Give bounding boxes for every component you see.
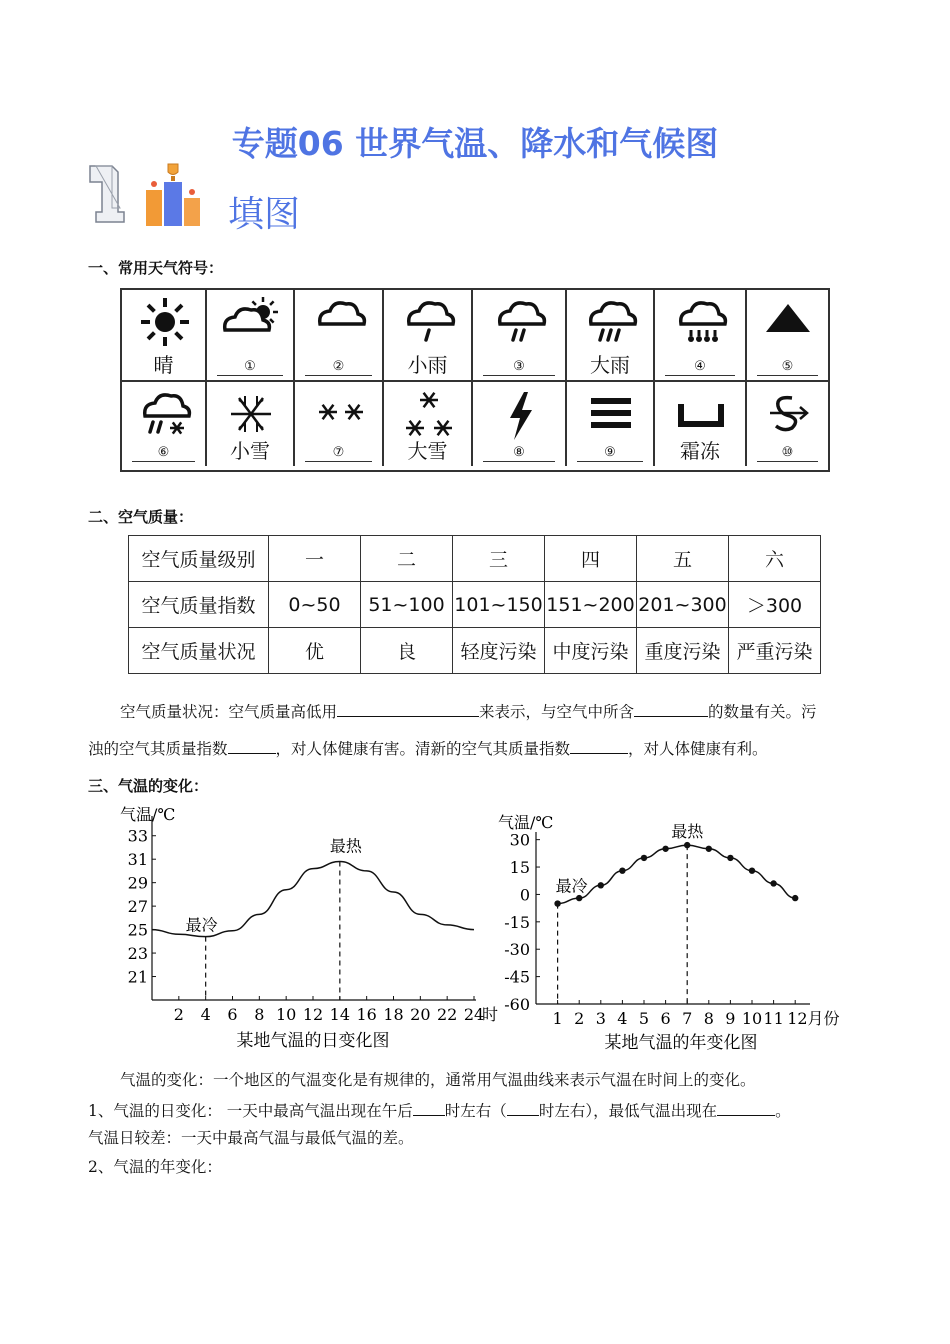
x-tick-label: 9 [725, 1009, 736, 1028]
weather-cell [747, 290, 828, 382]
paragraph-text: 1、气温的日变化： 一天中最高气温出现在午后 [88, 1102, 413, 1120]
answer-number-label: ④ [665, 359, 735, 376]
x-tick-label: 6 [227, 1005, 238, 1024]
data-point [706, 846, 712, 852]
sandstorm-icon [756, 386, 820, 442]
y-tick-label: -15 [504, 912, 530, 932]
data-point [749, 867, 755, 873]
answer-blank[interactable] [337, 700, 479, 717]
answer-blank[interactable] [413, 1099, 445, 1116]
x-tick-label: 3 [595, 1009, 606, 1028]
table-cell: 一 [269, 536, 361, 582]
paragraph-text: ，对人体健康有利。 [628, 740, 768, 758]
weather-cell [207, 382, 295, 466]
temp-paragraph-3: 气温日较差：一天中最高气温与最低气温的差。 [88, 1129, 414, 1147]
x-tick-label: 11 [763, 1009, 784, 1028]
weather-label: 霜冻 [680, 439, 720, 463]
paragraph-text: ，对人体健康有害。清新的空气其质量指数 [275, 740, 571, 758]
y-tick-label: -45 [504, 967, 530, 987]
answer-number-label: ⑧ [483, 445, 555, 462]
y-tick-label: 31 [127, 850, 148, 870]
weather-label: 小雪 [230, 439, 270, 463]
y-tick-label: 29 [127, 873, 148, 893]
weather-cell [122, 382, 207, 466]
podium-center-icon [164, 182, 182, 226]
x-tick-label: 24 [463, 1005, 485, 1024]
table-cell: 重度污染 [637, 628, 729, 674]
y-tick-label: 25 [127, 920, 148, 940]
x-tick-label: 2 [173, 1005, 184, 1024]
x-tick-label: 12月份 [787, 1009, 840, 1028]
x-tick-label: 8 [703, 1009, 714, 1028]
x-tick-label: 7 [682, 1009, 693, 1028]
podium-right-icon [184, 198, 200, 226]
y-tick-label: 21 [127, 967, 148, 987]
table-row [129, 582, 821, 628]
x-tick-label: 4 [200, 1005, 211, 1024]
table-cell: 良 [361, 628, 453, 674]
x-tick-label: 18 [383, 1005, 404, 1024]
table-row [129, 536, 821, 582]
data-point [662, 846, 668, 852]
table-cell: 51~100 [361, 582, 453, 628]
y-tick-label: -30 [504, 940, 530, 960]
x-tick-label: 12 [302, 1005, 324, 1024]
sun-icon [133, 294, 197, 350]
x-axis-label: 时 [482, 1005, 499, 1024]
paragraph-text: 浊的空气其质量指数 [88, 740, 228, 758]
answer-number-label: ③ [483, 359, 555, 376]
table-cell: 五 [637, 536, 729, 582]
table-cell: 三 [453, 536, 545, 582]
data-point [641, 855, 647, 861]
air-quality-table [128, 535, 821, 674]
data-point [619, 867, 625, 873]
table-cell: 201~300 [637, 582, 729, 628]
answer-blank[interactable] [634, 700, 708, 717]
y-axis-label: 气温/℃ [120, 805, 176, 824]
weather-cell [473, 290, 567, 382]
chart-title: 某地气温的年变化图 [604, 1033, 758, 1053]
table-cell: 轻度污染 [453, 628, 545, 674]
table-cell: 六 [729, 536, 821, 582]
data-point [770, 880, 776, 886]
weather-cell [747, 382, 828, 466]
answer-number-label: ⑤ [757, 359, 818, 376]
weather-cell [384, 382, 473, 466]
weather-symbol-grid [120, 288, 830, 472]
table-cell: 空气质量指数 [129, 582, 269, 628]
podium-left-icon [146, 190, 162, 226]
paragraph-text: 时左右），最低气温出现在 [538, 1102, 718, 1120]
temp-paragraph-4: 2、气温的年变化： [88, 1158, 222, 1176]
rainstorm-icon [669, 294, 733, 350]
x-tick-label: 20 [410, 1005, 431, 1024]
data-point [576, 895, 582, 901]
weather-label: 小雨 [407, 353, 448, 377]
weather-cell [122, 290, 207, 382]
annotation-label: 最热 [329, 836, 362, 856]
moderate-snow-icon [308, 386, 372, 442]
x-tick-label: 14 [329, 1005, 351, 1024]
answer-number-label: ⑨ [577, 445, 643, 462]
weather-heading: 一、常用天气符号： [88, 259, 224, 277]
x-tick-label: 1 [552, 1009, 563, 1028]
paragraph-text: 空气质量状况：空气质量高低用 [120, 703, 338, 721]
y-axis-label: 气温/℃ [498, 813, 554, 832]
annotation-label: 最热 [671, 822, 704, 842]
air-quality-heading: 二、空气质量： [88, 508, 194, 526]
air-quality-paragraph-line1 [120, 700, 870, 722]
x-tick-label: 10 [741, 1009, 763, 1028]
data-point [727, 855, 733, 861]
weather-cell [295, 382, 384, 466]
x-tick-label: 4 [617, 1009, 628, 1028]
weather-cell [473, 382, 567, 466]
light-snow-icon [219, 386, 283, 442]
answer-number-label: ⑦ [305, 445, 372, 462]
weather-cell [207, 290, 295, 382]
annotation-label: 最冷 [185, 915, 218, 935]
x-tick-label: 8 [254, 1005, 265, 1024]
weather-cell [655, 382, 747, 466]
data-point [792, 895, 798, 901]
weather-cell [384, 290, 473, 382]
annotation-label: 最冷 [555, 876, 588, 896]
sleet-icon [133, 386, 197, 442]
answer-number-label: ⑥ [132, 445, 195, 462]
heavy-rain-icon [579, 294, 643, 350]
y-tick-label: -60 [504, 995, 530, 1014]
weather-cell [567, 382, 655, 466]
moderate-rain-icon [488, 294, 552, 350]
lightning-icon [488, 386, 552, 442]
paragraph-text: 时左右（ [444, 1102, 507, 1120]
table-cell: 空气质量状况 [129, 628, 269, 674]
yearly-temperature-chart [490, 808, 840, 1056]
chart-title: 某地气温的日变化图 [236, 1031, 390, 1051]
y-tick-label: 23 [127, 944, 148, 964]
answer-blank[interactable] [717, 1099, 775, 1116]
data-point [598, 882, 604, 888]
paragraph-text: 的数量有关。污 [708, 703, 817, 721]
y-tick-label: 0 [519, 885, 530, 905]
document-title: 专题06 世界气温、降水和气候图 [231, 124, 719, 163]
air-quality-paragraph-line2 [88, 737, 868, 759]
answer-number-label: ② [305, 359, 372, 376]
temperature-heading: 三、气温的变化： [88, 777, 209, 795]
x-tick-label: 10 [275, 1005, 297, 1024]
table-cell: 优 [269, 628, 361, 674]
weather-label: 大雪 [407, 439, 448, 463]
table-cell: 中度污染 [545, 628, 637, 674]
paragraph-text: 来表示，与空气中所含 [479, 703, 635, 721]
partly-cloudy-icon [219, 294, 283, 350]
x-tick-label: 5 [638, 1009, 650, 1028]
table-cell: 四 [545, 536, 637, 582]
cloud-icon [308, 294, 372, 350]
table-cell: ＞300 [729, 582, 821, 628]
trophy-icon [168, 164, 178, 175]
section-number-graphic [86, 160, 226, 230]
weather-label: 晴 [153, 353, 174, 377]
section-header-text: 填图 [228, 194, 301, 235]
y-tick-label: 33 [127, 826, 148, 846]
table-cell: 二 [361, 536, 453, 582]
x-tick-label: 2 [574, 1009, 585, 1028]
answer-number-label: ① [217, 359, 283, 376]
x-tick-label: 6 [660, 1009, 671, 1028]
answer-number-label: ⑩ [757, 445, 818, 462]
daily-temperature-chart [110, 796, 499, 1056]
weather-label: 大雨 [590, 353, 630, 377]
temp-paragraph-2 [88, 1099, 868, 1121]
weather-cell [655, 290, 747, 382]
answer-blank[interactable] [570, 737, 628, 754]
temp-paragraph-1: 气温的变化：一个地区的气温变化是有规律的，通常用气温曲线来表示气温在时间上的变化。 [120, 1071, 756, 1089]
section-header [86, 160, 226, 230]
hail-icon [756, 294, 820, 350]
y-tick-label: 27 [127, 897, 148, 917]
x-tick-label: 22 [436, 1005, 458, 1024]
weather-cell [567, 290, 655, 382]
y-tick-label: 15 [509, 858, 530, 878]
table-cell: 101~150 [453, 582, 545, 628]
weather-cell [295, 290, 384, 382]
table-row [129, 628, 821, 674]
table-cell: 严重污染 [729, 628, 821, 674]
table-cell: 空气质量级别 [129, 536, 269, 582]
x-tick-label: 16 [356, 1005, 377, 1024]
table-cell: 0~50 [269, 582, 361, 628]
answer-blank[interactable] [507, 1099, 539, 1116]
table-cell: 151~200 [545, 582, 637, 628]
answer-blank[interactable] [228, 737, 276, 754]
light-rain-icon [397, 294, 461, 350]
fog-icon [579, 386, 643, 442]
y-tick-label: 30 [509, 830, 530, 850]
yearly-temp-line [555, 845, 796, 903]
heavy-snow-icon [397, 386, 461, 442]
paragraph-text: 。 [775, 1102, 791, 1120]
frost-icon [669, 386, 733, 442]
